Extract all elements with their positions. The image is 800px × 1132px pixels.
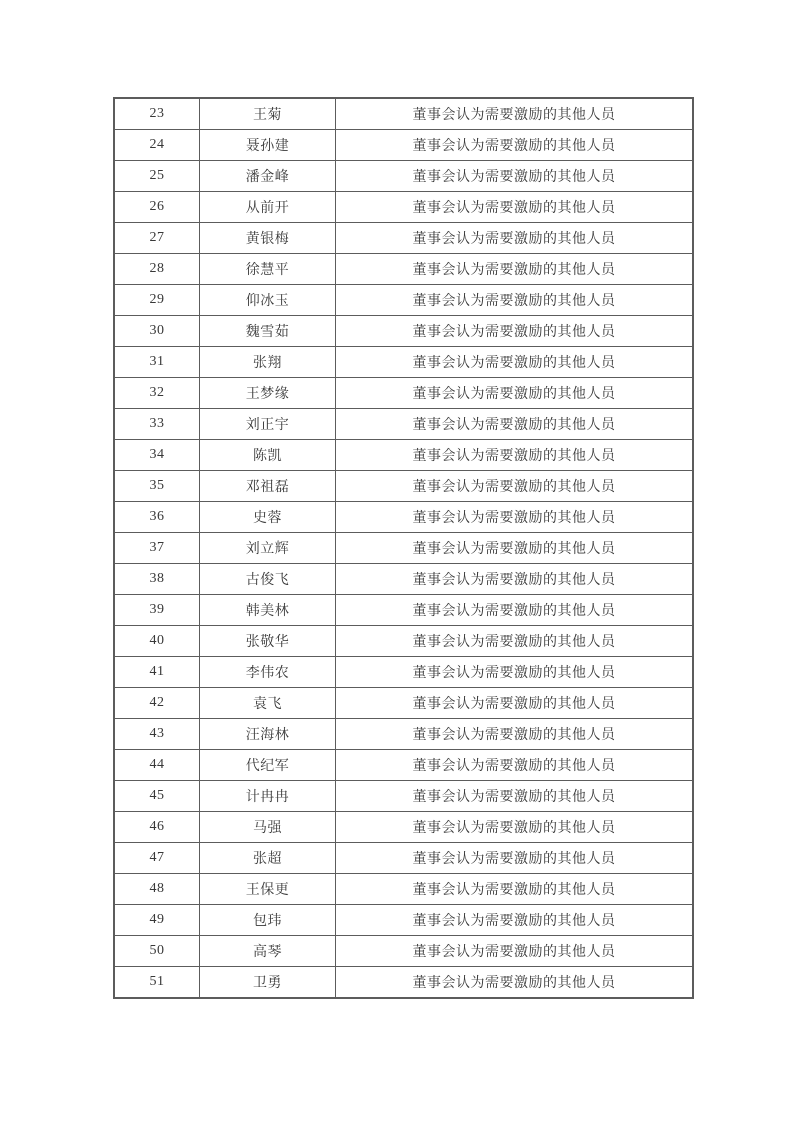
table-row <box>114 347 693 378</box>
row-number-cell: 48 <box>114 874 200 905</box>
category-cell: 董事会认为需要激励的其他人员 <box>336 967 694 999</box>
table-row <box>114 161 693 192</box>
table-row <box>114 874 693 905</box>
table-row <box>114 378 693 409</box>
row-number-cell: 30 <box>114 316 200 347</box>
table-row <box>114 843 693 874</box>
row-number-cell: 45 <box>114 781 200 812</box>
name-cell: 黄银梅 <box>200 223 336 254</box>
name-cell: 王梦缘 <box>200 378 336 409</box>
table-row <box>114 688 693 719</box>
category-cell: 董事会认为需要激励的其他人员 <box>336 502 694 533</box>
row-number-cell: 23 <box>114 98 200 130</box>
name-cell: 汪海林 <box>200 719 336 750</box>
row-number-cell: 40 <box>114 626 200 657</box>
name-cell: 潘金峰 <box>200 161 336 192</box>
table-row <box>114 440 693 471</box>
row-number-cell: 49 <box>114 905 200 936</box>
category-cell: 董事会认为需要激励的其他人员 <box>336 533 694 564</box>
table-row <box>114 936 693 967</box>
table-row <box>114 471 693 502</box>
name-cell: 张敬华 <box>200 626 336 657</box>
name-cell: 徐慧平 <box>200 254 336 285</box>
name-cell: 卫勇 <box>200 967 336 999</box>
row-number-cell: 33 <box>114 409 200 440</box>
table-row <box>114 98 693 130</box>
row-number-cell: 25 <box>114 161 200 192</box>
name-cell: 聂孙建 <box>200 130 336 161</box>
category-cell: 董事会认为需要激励的其他人员 <box>336 223 694 254</box>
name-cell: 包玮 <box>200 905 336 936</box>
category-cell: 董事会认为需要激励的其他人员 <box>336 130 694 161</box>
category-cell: 董事会认为需要激励的其他人员 <box>336 750 694 781</box>
name-cell: 计冉冉 <box>200 781 336 812</box>
name-cell: 代纪军 <box>200 750 336 781</box>
row-number-cell: 41 <box>114 657 200 688</box>
row-number-cell: 34 <box>114 440 200 471</box>
row-number-cell: 27 <box>114 223 200 254</box>
table-row <box>114 657 693 688</box>
name-cell: 史蓉 <box>200 502 336 533</box>
table-row <box>114 502 693 533</box>
table-row <box>114 223 693 254</box>
category-cell: 董事会认为需要激励的其他人员 <box>336 440 694 471</box>
category-cell: 董事会认为需要激励的其他人员 <box>336 626 694 657</box>
category-cell: 董事会认为需要激励的其他人员 <box>336 316 694 347</box>
row-number-cell: 24 <box>114 130 200 161</box>
category-cell: 董事会认为需要激励的其他人员 <box>336 347 694 378</box>
name-cell: 刘立辉 <box>200 533 336 564</box>
category-cell: 董事会认为需要激励的其他人员 <box>336 595 694 626</box>
table-row <box>114 905 693 936</box>
row-number-cell: 47 <box>114 843 200 874</box>
row-number-cell: 42 <box>114 688 200 719</box>
row-number-cell: 32 <box>114 378 200 409</box>
table-row <box>114 130 693 161</box>
personnel-table-body <box>114 98 693 998</box>
name-cell: 从前开 <box>200 192 336 223</box>
row-number-cell: 46 <box>114 812 200 843</box>
row-number-cell: 50 <box>114 936 200 967</box>
name-cell: 陈凯 <box>200 440 336 471</box>
name-cell: 韩美林 <box>200 595 336 626</box>
category-cell: 董事会认为需要激励的其他人员 <box>336 192 694 223</box>
row-number-cell: 35 <box>114 471 200 502</box>
table-row <box>114 719 693 750</box>
category-cell: 董事会认为需要激励的其他人员 <box>336 161 694 192</box>
table-row <box>114 192 693 223</box>
name-cell: 刘正宇 <box>200 409 336 440</box>
name-cell: 王保更 <box>200 874 336 905</box>
category-cell: 董事会认为需要激励的其他人员 <box>336 781 694 812</box>
table-row <box>114 254 693 285</box>
category-cell: 董事会认为需要激励的其他人员 <box>336 812 694 843</box>
name-cell: 袁飞 <box>200 688 336 719</box>
table-row <box>114 409 693 440</box>
category-cell: 董事会认为需要激励的其他人员 <box>336 471 694 502</box>
row-number-cell: 39 <box>114 595 200 626</box>
row-number-cell: 37 <box>114 533 200 564</box>
table-row <box>114 781 693 812</box>
category-cell: 董事会认为需要激励的其他人员 <box>336 98 694 130</box>
name-cell: 张超 <box>200 843 336 874</box>
category-cell: 董事会认为需要激励的其他人员 <box>336 285 694 316</box>
category-cell: 董事会认为需要激励的其他人员 <box>336 936 694 967</box>
name-cell: 魏雪茹 <box>200 316 336 347</box>
name-cell: 高琴 <box>200 936 336 967</box>
category-cell: 董事会认为需要激励的其他人员 <box>336 719 694 750</box>
name-cell: 仰冰玉 <box>200 285 336 316</box>
name-cell: 古俊飞 <box>200 564 336 595</box>
table-row <box>114 564 693 595</box>
table-row <box>114 533 693 564</box>
personnel-table <box>113 97 694 999</box>
category-cell: 董事会认为需要激励的其他人员 <box>336 874 694 905</box>
name-cell: 邓祖磊 <box>200 471 336 502</box>
row-number-cell: 36 <box>114 502 200 533</box>
row-number-cell: 29 <box>114 285 200 316</box>
table-row <box>114 812 693 843</box>
row-number-cell: 44 <box>114 750 200 781</box>
table-row <box>114 750 693 781</box>
table-row <box>114 285 693 316</box>
row-number-cell: 43 <box>114 719 200 750</box>
category-cell: 董事会认为需要激励的其他人员 <box>336 688 694 719</box>
table-row <box>114 595 693 626</box>
name-cell: 张翔 <box>200 347 336 378</box>
category-cell: 董事会认为需要激励的其他人员 <box>336 843 694 874</box>
category-cell: 董事会认为需要激励的其他人员 <box>336 409 694 440</box>
row-number-cell: 28 <box>114 254 200 285</box>
category-cell: 董事会认为需要激励的其他人员 <box>336 905 694 936</box>
name-cell: 马强 <box>200 812 336 843</box>
row-number-cell: 51 <box>114 967 200 999</box>
name-cell: 李伟农 <box>200 657 336 688</box>
category-cell: 董事会认为需要激励的其他人员 <box>336 254 694 285</box>
table-row <box>114 626 693 657</box>
table-row <box>114 316 693 347</box>
table-row <box>114 967 693 999</box>
category-cell: 董事会认为需要激励的其他人员 <box>336 378 694 409</box>
category-cell: 董事会认为需要激励的其他人员 <box>336 564 694 595</box>
row-number-cell: 38 <box>114 564 200 595</box>
row-number-cell: 31 <box>114 347 200 378</box>
category-cell: 董事会认为需要激励的其他人员 <box>336 657 694 688</box>
row-number-cell: 26 <box>114 192 200 223</box>
name-cell: 王菊 <box>200 98 336 130</box>
